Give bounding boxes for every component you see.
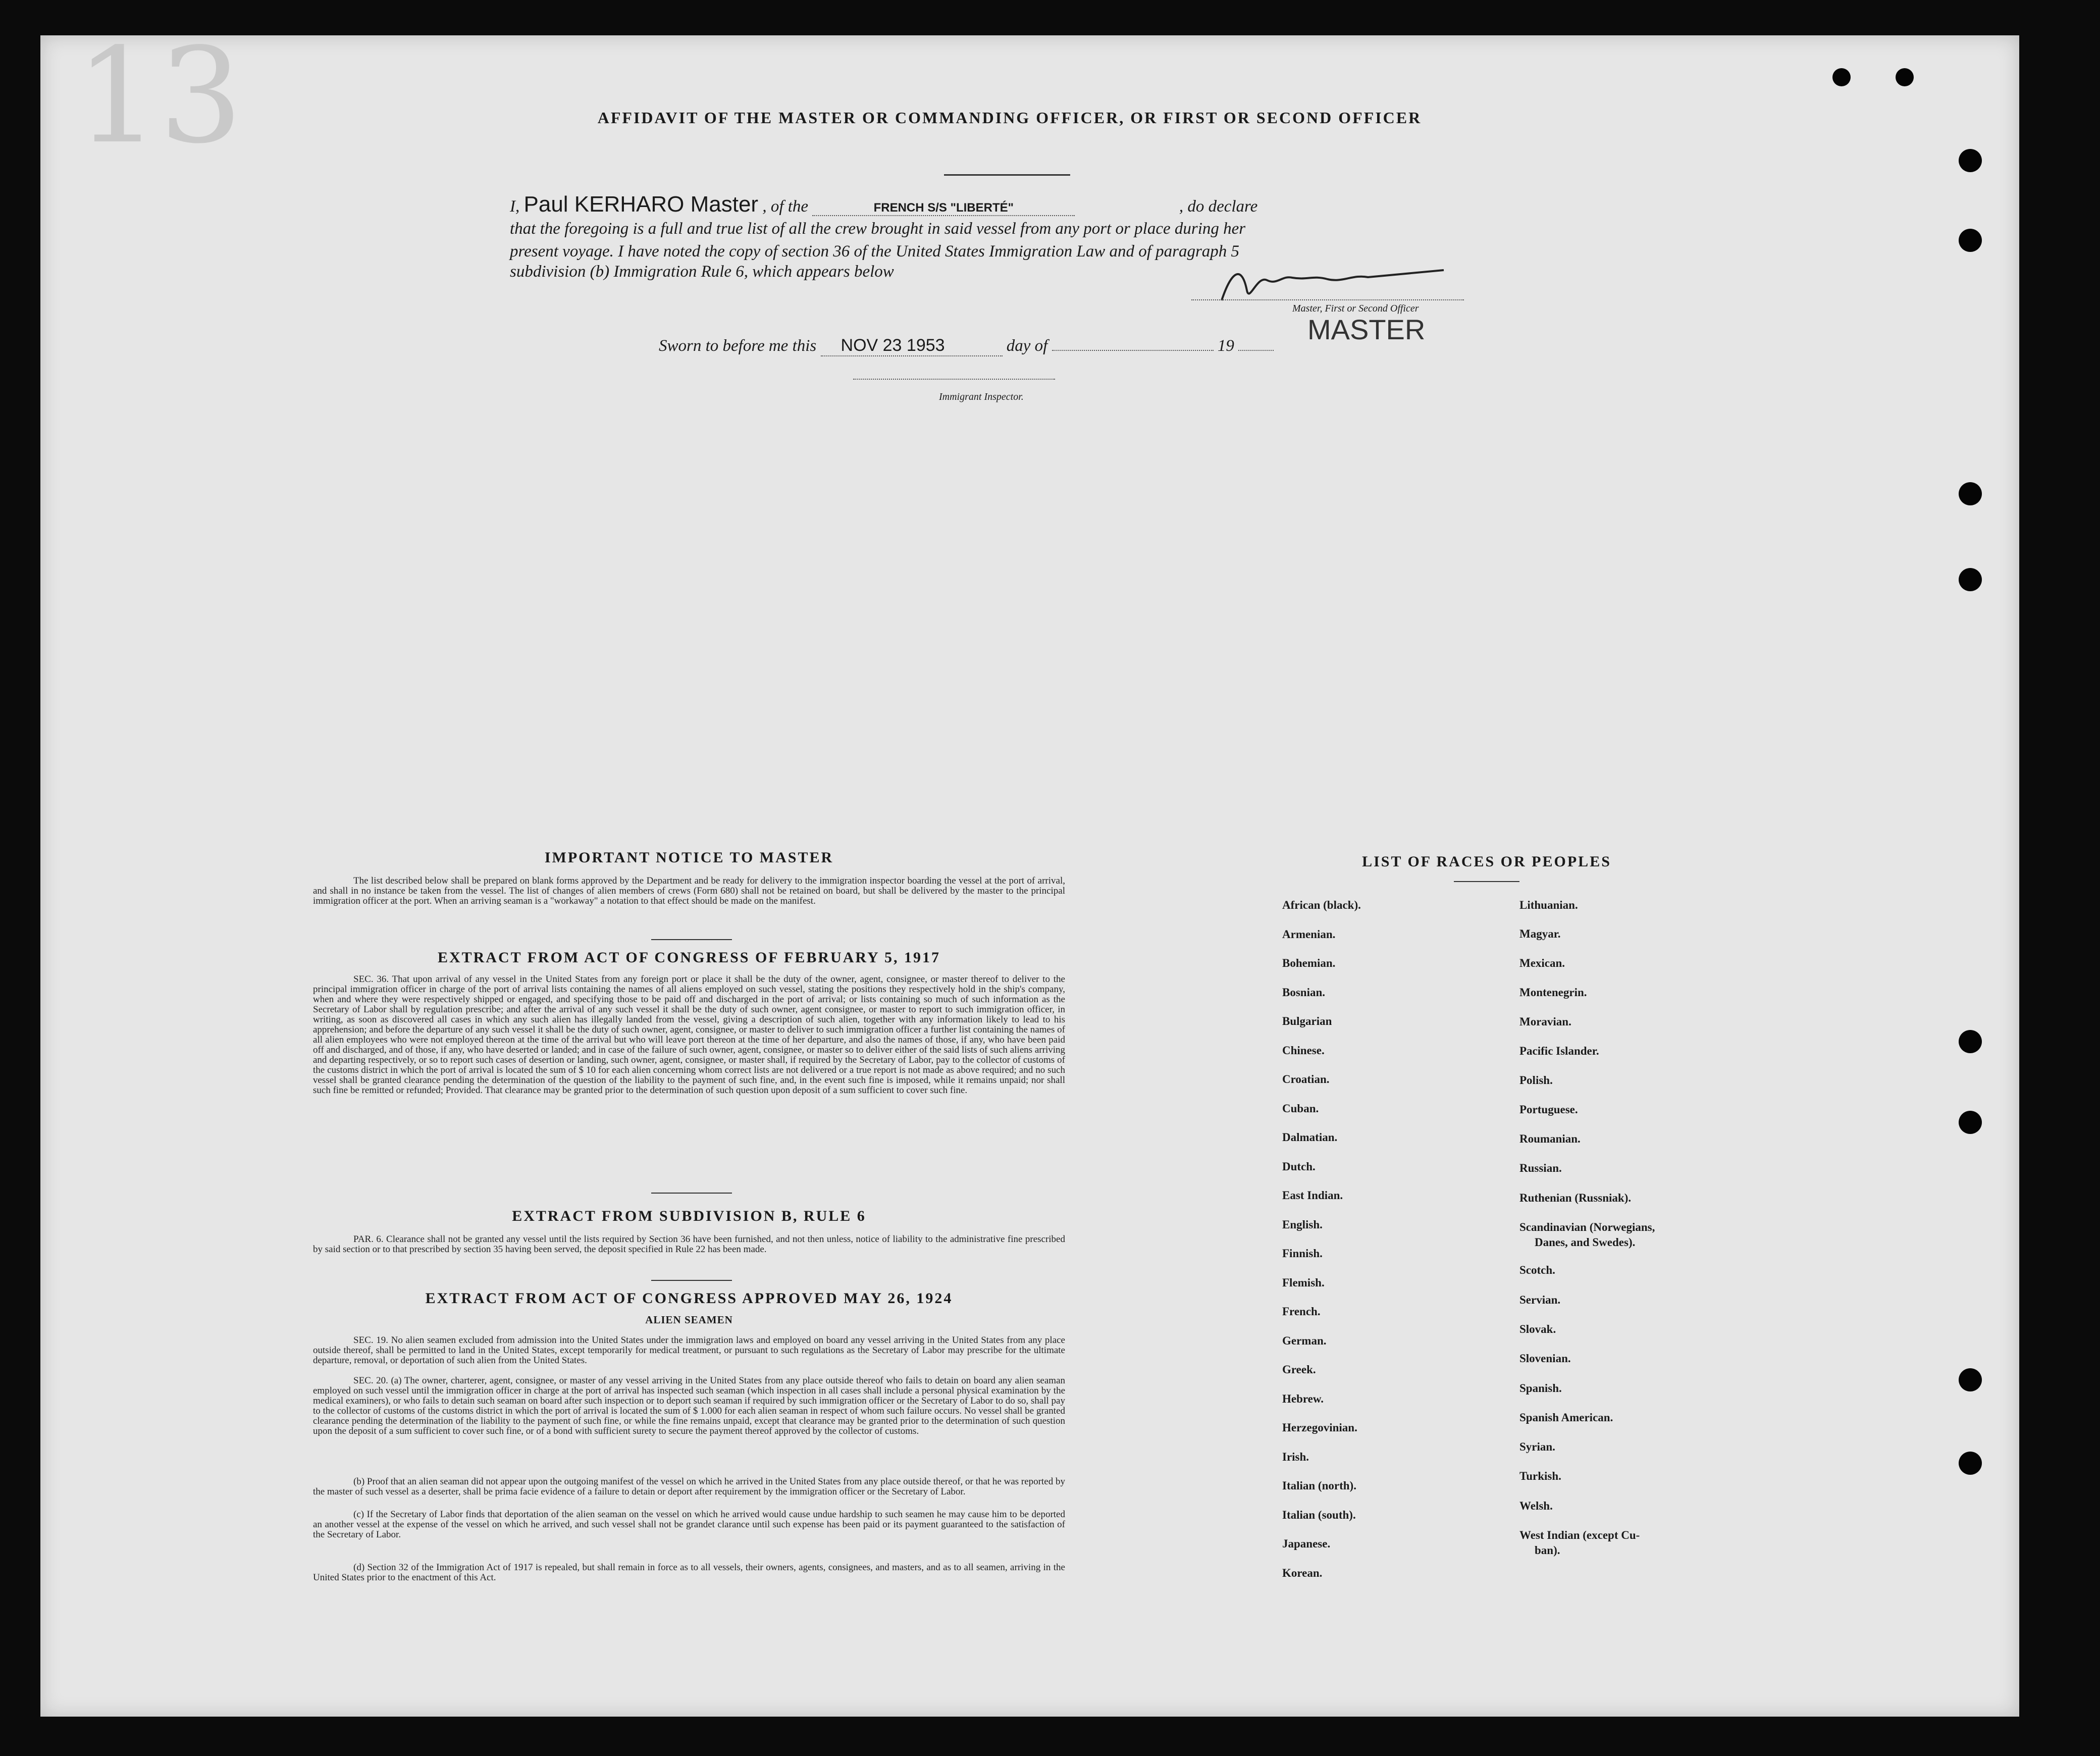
punch-hole [1959,149,1982,172]
punch-hole [1959,568,1982,591]
races-rule [1454,881,1519,882]
signature-line [1191,299,1464,300]
race-item: Mexican. [1519,957,1565,969]
extract-1924-sec20b: (b) Proof that an alien seaman did not appear upon the outgoing manifest of the vessel on which he arrived in the United States from any place outside thereof, or that he was reported by the master of such vessel as a deserter, shall be prima facie evidence of a failure to detain or deport after requirement by the immigration officer or the Secretary of Labor. [313,1476,1065,1497]
extract-rule6-title: EXTRACT FROM SUBDIVISION B, RULE 6 [512,1208,866,1224]
affidavit-line-3: present voyage. I have noted the copy of section 36 of the United States Immigration Law and of paragraph 5 [510,242,1240,261]
race-item: Slovak. [1519,1323,1556,1335]
race-item: Hebrew. [1282,1392,1324,1405]
punch-hole [1832,68,1851,86]
extract-rule6-rule [651,1280,732,1281]
race-item: Turkish. [1519,1470,1561,1482]
extract-1917-rule [651,1193,732,1194]
punch-hole [1959,1452,1982,1475]
sworn-date-stamp: NOV 23 1953 [841,336,945,355]
extract-1924-title: EXTRACT FROM ACT OF CONGRESS APPROVED MAY 26, 1924 [425,1290,953,1307]
extract-rule6-body: PAR. 6. Clearance shall not be granted any vessel until the lists required by Section 36 have been furnished, and not then unless, notice of liability to the administrative fine prescribed by said section or to that prescribed by section 35 having been served, the deposit specified in Rule 22 has been made. [313,1234,1065,1255]
sworn-year: 19 [1217,337,1234,355]
race-item: Bosnian. [1282,986,1326,999]
race-item: Russian. [1519,1162,1562,1174]
race-item: Slovenian. [1519,1352,1571,1365]
race-item: Spanish American. [1519,1411,1613,1424]
race-item: Chinese. [1282,1044,1325,1057]
notice-rule [651,939,732,940]
race-item: Welsh. [1519,1500,1553,1512]
extract-1924-subtitle: ALIEN SEAMEN [645,1314,733,1326]
race-item: Croatian. [1282,1073,1330,1086]
race-item: Roumanian. [1519,1132,1581,1145]
race-item: ban). [1535,1544,1560,1557]
extract-1924-sec19: SEC. 19. No alien seamen excluded from admission into the United States under the immigration laws and employed on board any vessel arriving in the United States from any place outside thereof, shall be permitted to land in the United States, except temporarily for medical treatment, or pursuant to such regulations as the Secretary of Labor may prescribe for the ultimate departure, removal, or deportation of such alien from the United States. [313,1335,1065,1366]
race-item: English. [1282,1218,1323,1231]
extract-1924-sec20d: (d) Section 32 of the Immigration Act of 1917 is repealed, but shall remain in force as to all vessels, their owners, agents, consignees, and masters, and as to all seamen, arriving in the United States prior to the enactment of this Act. [313,1562,1065,1583]
race-item: Scandinavian (Norwegians, [1519,1221,1655,1233]
notice-body: The list described below shall be prepared on blank forms approved by the Department and be ready for delivery to the immigration inspector boarding the vessel at the port of arrival, and shall in no instance be taken from the vessel. The list of changes of alien members of crews (Form 680) shall not be retained on board, but shall be delivered by the master to the principal immigration officer at the port. When an arriving seaman is a "workaway" a notation to that effect should be made on the manifest. [313,875,1065,906]
race-item: Armenian. [1282,927,1336,941]
extract-1917-title: EXTRACT FROM ACT OF CONGRESS OF FEBRUARY 5, 1917 [437,949,941,966]
punch-hole [1896,68,1914,86]
race-item: Greek. [1282,1363,1316,1376]
race-item: Lithuanian. [1519,899,1578,911]
inspector-label: Immigrant Inspector. [939,391,1024,402]
race-item: Irish. [1282,1450,1309,1463]
extract-1924-sec20a: SEC. 20. (a) The owner, charterer, agent, consignee, or master of any vessel arriving in the United States from any place outside thereof who fails to detain on board any alien seaman employed on such vessel until the immigration officer in charge at the port of arrival has inspected such seaman (which inspection in all cases shall include a personal physical examination by the medical examiners), or who fails to detain such seaman on board after such inspection or to deport such seaman if required by such immigration officer or the Secretary of Labor to do so, shall pay to the collector of customs of the customs district in which the port of arrival is located the sum of $ 1.000 for each alien seaman in respect of whom such failure occurs. No vessel shall be granted clearance pending the determination of the liability to the payment of such fine, or while the fine remains unpaid, except that clearance may be granted prior to the determination of such question upon the deposit of a sum sufficient to cover such fine, or of a bond with sufficient surety to secure the payment thereof approved by the collector of customs. [313,1375,1065,1436]
race-item: Japanese. [1282,1537,1331,1550]
race-item: Ruthenian (Russniak). [1519,1192,1632,1204]
race-item: Italian (north). [1282,1479,1356,1492]
race-item: Moravian. [1519,1015,1571,1028]
affidavit-declare: , do declare [1179,197,1258,216]
affidavit-prefix: I, [510,197,520,216]
race-item: Bohemian. [1282,957,1336,969]
race-item: Magyar. [1519,927,1561,940]
race-item: Finnish. [1282,1247,1323,1260]
punch-hole [1959,482,1982,505]
races-title: LIST OF RACES OR PEOPLES [1362,853,1611,870]
notice-title: IMPORTANT NOTICE TO MASTER [544,849,834,866]
race-item: Korean. [1282,1566,1323,1579]
sworn-line [659,336,1274,356]
race-item: Scotch. [1519,1264,1555,1276]
race-item: Syrian. [1519,1440,1555,1453]
punch-hole [1959,229,1982,252]
race-item: Dalmatian. [1282,1131,1338,1144]
inspector-line [853,379,1055,380]
race-item: Portuguese. [1519,1103,1578,1116]
race-item: East Indian. [1282,1189,1343,1202]
race-item: African (black). [1282,899,1361,911]
title-rule [944,174,1070,176]
race-item: Polish. [1519,1074,1553,1087]
race-item: Bulgarian [1282,1015,1332,1027]
race-item: Flemish. [1282,1276,1325,1289]
race-item: French. [1282,1305,1321,1318]
page-number: 13 [76,20,243,173]
extract-1917-body: SEC. 36. That upon arrival of any vessel in the United States from any foreign port or place it shall be the duty of the owner, agent, consignee, or master thereof to deliver to the principal immigration officer in charge of the port of arrival lists containing the names of all aliens employed on such vessel, stating the positions they respectively hold in the ship's company, when and where they were respectively shipped or engaged, and specifying those to be paid off and discharged in the port of arrival; or lists containing so much of such information as the Secretary of Labor shall by regulation prescribe; and after the arrival of any such vessel it shall be the duty of such owner, agent consignee, or master to report to such immigration officer, in writing, as soon as discovered all cases in which any such alien has illegally landed from the vessel, giving a description of such alien, together with any information likely to lead to his apprehension; and before the departure of any such vessel it shall be the duty of such owner, agent, consignee, or master to deliver to such immigration officer a further list containing the names of all alien employees who were not employed thereon at the time of the arrival but who will leave port thereon at the time of her departure, and also the names of those, if any, who have been paid off and discharged, and of those, if any, who have deserted or landed; and in case of the failure of such owner, agent, consignee, or master so to deliver either of the said lists of such aliens arriving and departing respectively, or so to report such cases of desertion or landing, such owner, agent, consignee, or master shall, if required by the Secretary of Labor, pay to the collector of customs of the customs district in which the port of arrival is located the sum of $ 10 for each alien concerning whom correct lists are not delivered or a true report is not made as above required; and no such vessel shall be granted clearance pending the determination of the question of the liability to the payment of such fine, and, in the event such fine is imposed, while it remains unpaid; nor shall such fine be remitted or refunded; Provided. That clearance may be granted prior to the determination of such question upon deposit of a sum sufficient to cover such fine. [313,974,1065,1096]
affidavit-line-1 [510,192,1257,217]
race-item: West Indian (except Cu- [1519,1529,1640,1541]
race-item: Montenegrin. [1519,986,1587,999]
vessel-name: FRENCH S/S "LIBERTÉ" [873,201,1014,215]
sworn-prefix: Sworn to before me this [659,337,817,355]
punch-hole [1959,1111,1982,1134]
race-item: Italian (south). [1282,1508,1356,1521]
signature-label: Master, First or Second Officer [1292,303,1419,314]
affidavit-line-2: that the foregoing is a full and true list of all the crew brought in said vessel from any port or place during her [510,220,1246,238]
race-item: Danes, and Swedes). [1535,1236,1636,1249]
affidavit-line-4: subdivision (b) Immigration Rule 6, which appears below [510,263,894,281]
punch-hole [1959,1030,1982,1053]
affidavit-title: AFFIDAVIT OF THE MASTER OR COMMANDING OFFICER, OR FIRST OR SECOND OFFICER [597,109,1422,127]
race-item: Herzegovinian. [1282,1421,1357,1434]
punch-hole [1959,1368,1982,1391]
officer-name: Paul KERHARO Master [523,192,759,217]
race-item: German. [1282,1334,1327,1347]
race-item: Pacific Islander. [1519,1045,1599,1057]
sworn-day-of: day of [1006,337,1048,355]
race-item: Dutch. [1282,1160,1316,1173]
affidavit-of-the: , of the [762,197,809,216]
master-stamp: MASTER [1307,314,1426,345]
race-item: Cuban. [1282,1102,1319,1115]
extract-1924-sec20c: (c) If the Secretary of Labor finds that deportation of the alien seaman on the vessel on which he arrived would cause undue hardship to such seamen he may cause him to be deported an another vessel at the expense of the vessel on which he arrived, and such vessel shall not be grandet clarance until such expense has been paid or its payment guaranteed to the satisfaction of the Secretary of Labor. [313,1509,1065,1540]
race-item: Spanish. [1519,1382,1562,1395]
race-item: Servian. [1519,1294,1561,1306]
